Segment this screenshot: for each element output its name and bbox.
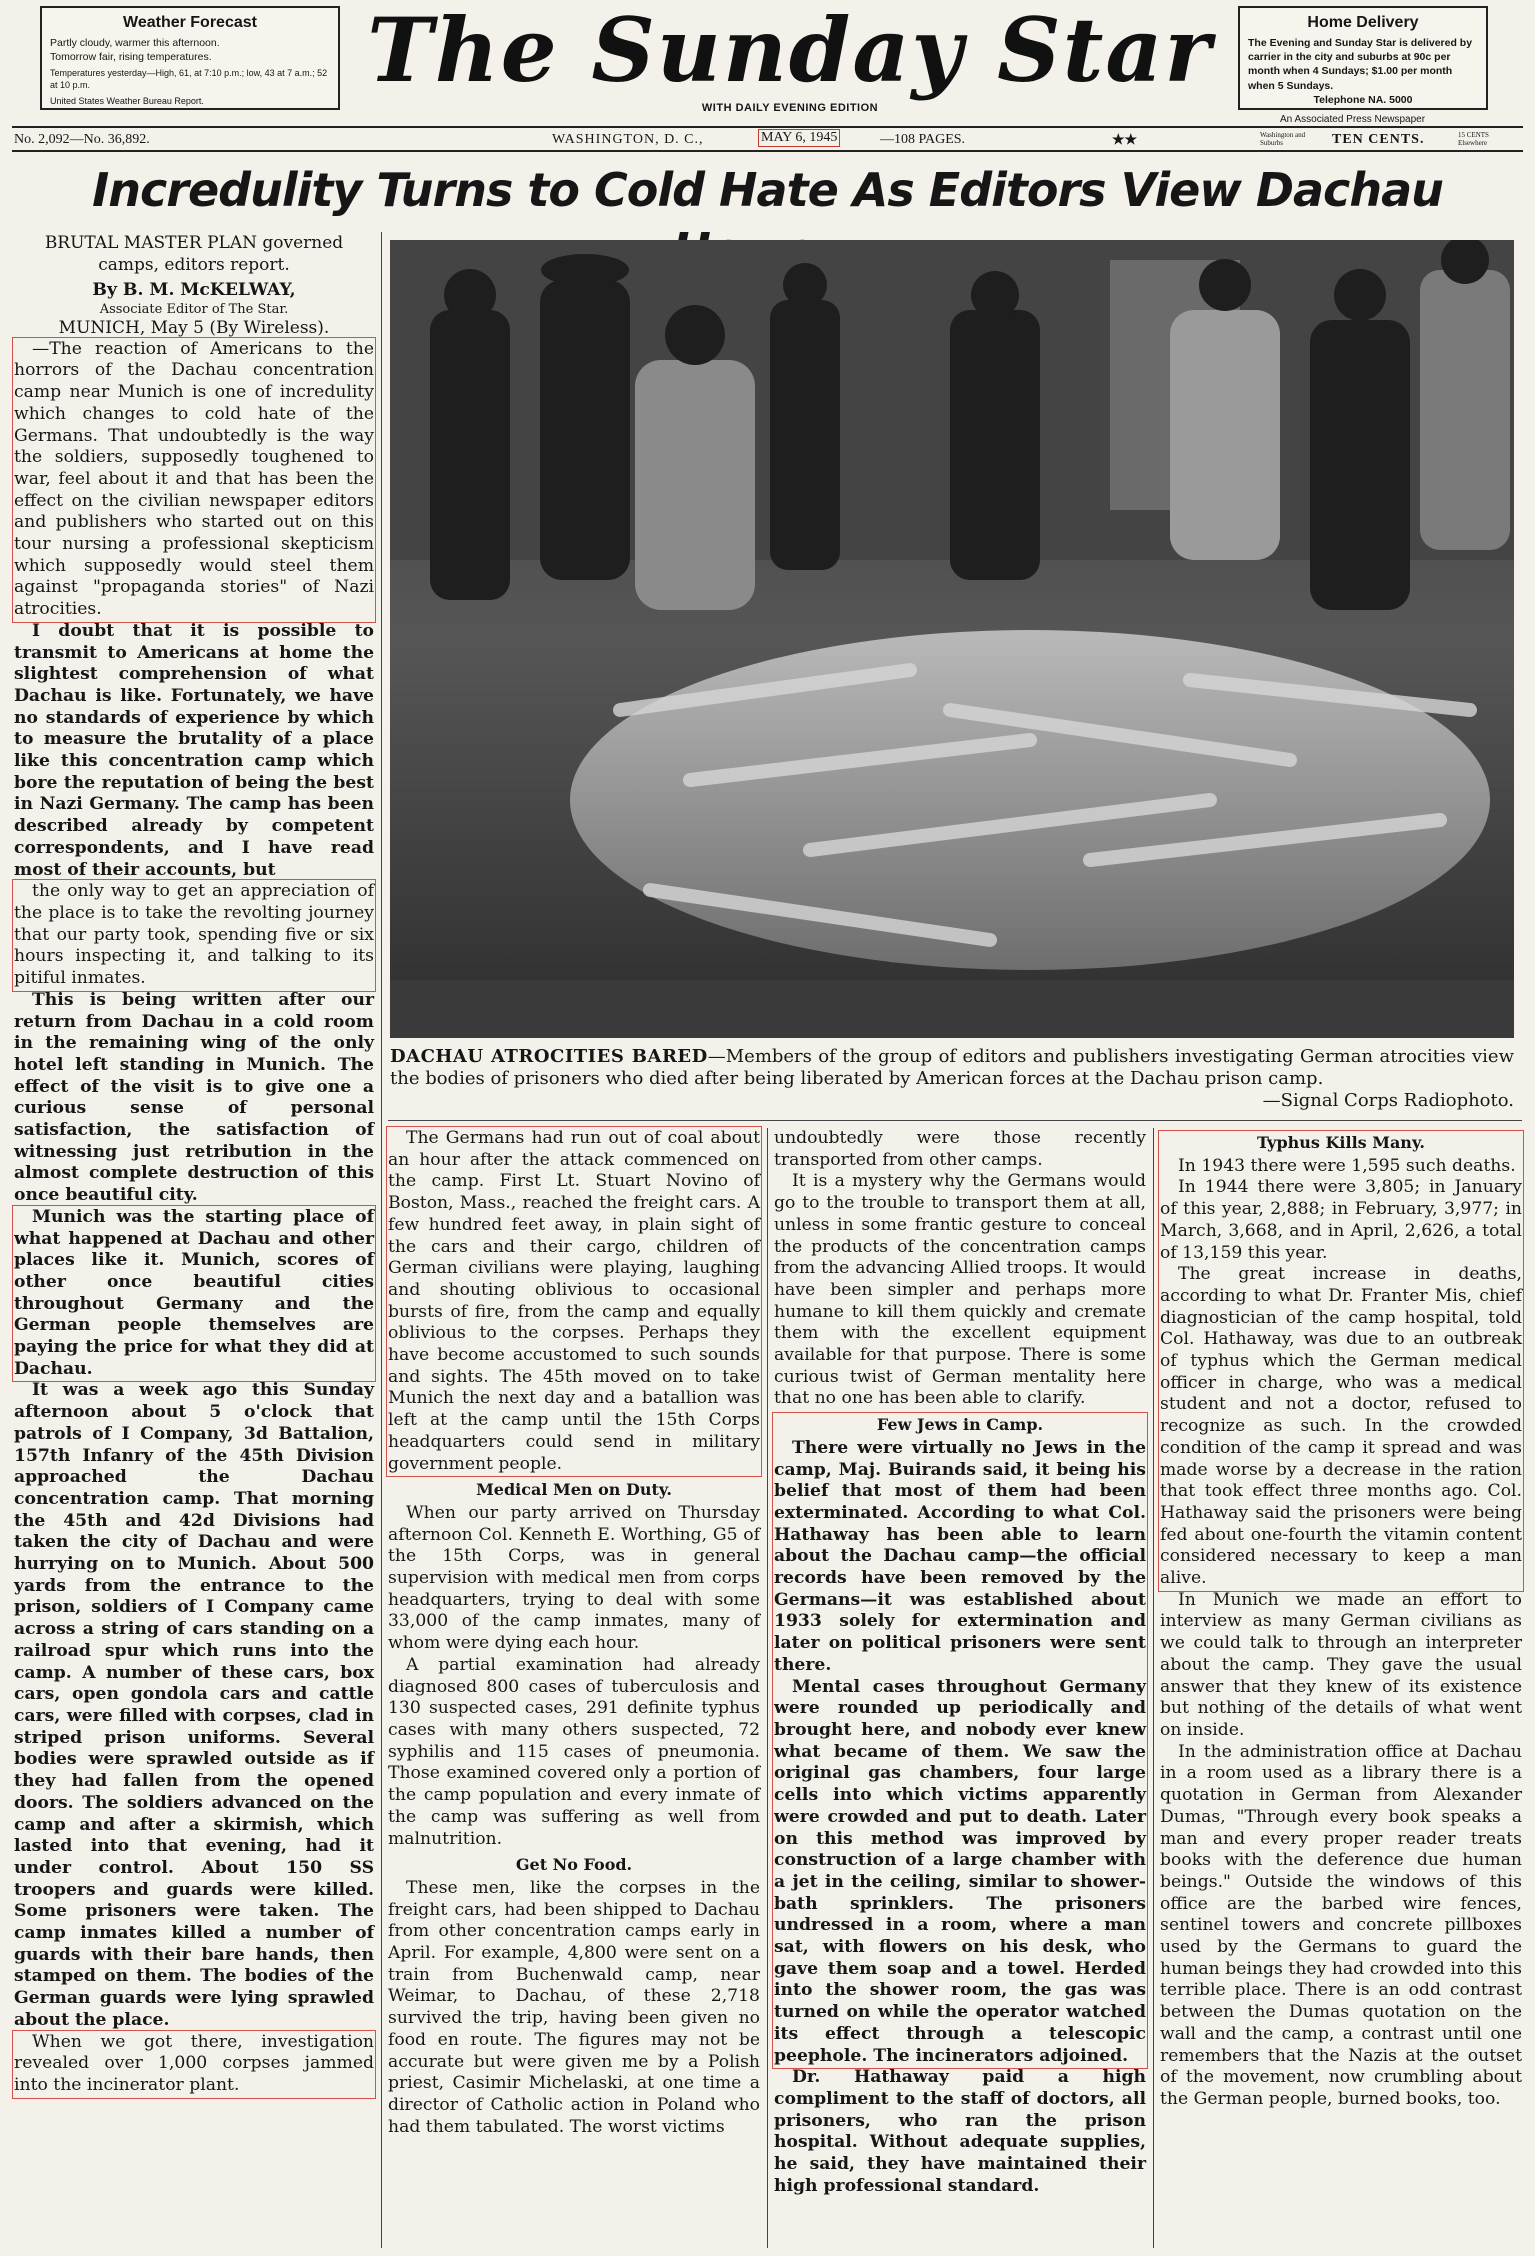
article-kicker: BRUTAL MASTER PLAN governed camps, editors report. — [44, 233, 344, 275]
ap-tag: An Associated Press Newspaper — [1280, 114, 1426, 125]
caption-text: —Members of the group of editors and publishers investigating German atrocities view the bodies of prisoners who died after being liberated by American forces at the Dachau prison camp. — [390, 1046, 1514, 1089]
paragraph: The great increase in deaths, according to what Dr. Franter Mis, chief diagnostician of the camp hospital, told Col. Hathaway, was due to an outbreak of typhus which the German medical officer in charge, who was a medical student and not a doctor, refused to recognize as such. In the crowded condition of the camp it spread and was made worse by a decrease in the ration that took effect three months ago. Col. Hathaway said the prisoners were being fed about one-fourth the vitamin content considered necessary to keep a man alive. — [1160, 1264, 1522, 1589]
weather-source: United States Weather Bureau Report. — [50, 95, 204, 106]
paragraph: In 1944 there were 3,805; in January of this year, 2,888; in February, 3,977; in March, 3,668, and in April, 2,626, a total of 13,159 this year. — [1160, 1177, 1522, 1263]
weather-temps: Temperatures yesterday—High, 61, at 7:10 p.m.; low, 43 at 7 a.m.; 52 at 10 p.m. — [50, 68, 328, 91]
typhus-section — [1160, 1132, 1522, 1590]
main-headline: Incredulity Turns to Cold Hate As Editors View Dachau — [92, 163, 1443, 217]
paragraph: Mental cases throughout Germany were rounded up periodically and brought here, and nobody ever knew what became of them. We saw the original gas chambers, four large cells into which victims apparently were crowded and put to death. Later on this method was improved by construction of a large chamber with a jet in the ceiling, similar to shower-bath sprinklers. The prisoners undressed in a room, where a man sat, with flowers on his desk, who gave them soap and a towel. Herded into the shower room, the gas was turned on while the operator watched its effect through a telescopic peephole. The incinerators adjoined. — [774, 1676, 1146, 2066]
price-area-label: Washington and Suburbs — [1260, 131, 1306, 147]
caption-head: DACHAU ATROCITIES BARED — [390, 1046, 708, 1067]
caption-rule — [388, 1120, 1522, 1121]
paragraph: The Germans had run out of coal about an hour after the attack commenced on the camp. First Lt. Stuart Novino of Boston, Mass., reached the freight cars. A few hundred feet away, in plain sight of the cars and their cargo, children of German civilians were playing, laughing and shouting oblivious to occasional bursts of fire, from the camp and equally oblivious to the corpses. Perhaps they have become accustomed to such sounds and sights. The 45th moved on to take Munich the next day and a batallion was left at the camp until the 15th Corps headquarters could send in military government people. — [388, 1128, 760, 1474]
delivery-text: The Evening and Sunday Star is delivered by carrier in the city and suburbs at 90c per month when 4 Sundays; $1.00 per month when 5 Sundays. — [1248, 37, 1473, 92]
newspaper-subtitle: WITH DAILY EVENING EDITION — [701, 102, 879, 114]
article-column-2 — [388, 1128, 760, 2138]
delivery-box — [1238, 6, 1488, 110]
weather-line-2: Tomorrow fair, rising temperatures. — [50, 51, 212, 64]
weather-line-1: Partly cloudy, warmer this afternoon. — [50, 37, 220, 49]
paragraph: —The reaction of Americans to the horrors of the Dachau concentration camp near Munich is one of incredulity which changes to cold hate of the Germans. That undoubtedly is the way the soldiers, supposedly toughened to war, feel about it and that has been the effect on the civilian newspaper editors and publishers who started out on this tour nursing a professional skepticism which supposedly would steel them against "propaganda stories" of Nazi atrocities. — [14, 338, 374, 620]
paragraph: Dr. Hathaway paid a high compliment to the staff of doctors, all prisoners, who ran the prison hospital. Without adequate supplies, he said, they have maintained their high professional standard. — [774, 2067, 1146, 2196]
paragraph: In the administration office at Dachau in a room used as a library there is a quotation in German from Alexander Dumas, "Through every book speaks a man and every proper reader treats books with the deference due human beings." Outside the windows of this office are the barbed wire fences, sentinel towers and concrete pillboxes used by the Germans to guard the human beings they had crowded into this terrible place. There is an odd contrast between the Dumas quotation on the wall and the camp, a contrast until one remembers that the Nazis at the outset of the movement, now crumbling about the German people, burned books, too. — [1160, 1741, 1522, 2109]
price: TEN CENTS. — [1332, 132, 1425, 147]
dateline-city: WASHINGTON, D. C., — [552, 132, 704, 147]
weather-box — [40, 6, 340, 110]
dateline-bar — [12, 126, 1523, 152]
paragraph: When our party arrived on Thursday afternoon Col. Kenneth E. Worthing, G5 of the 15th Corps, was in general supervision with medical men from corps headquarters, trying to deal with some 33,000 of the camp inmates, many of whom were dying each hour. — [388, 1502, 760, 1654]
article-byline: By B. M. McKELWAY, — [92, 280, 296, 300]
dachau-photo — [390, 240, 1514, 1038]
dateline-pages: —108 PAGES. — [880, 132, 966, 147]
byline-title: Associate Editor of The Star. — [99, 301, 289, 317]
delivery-title: Home Delivery — [1307, 14, 1419, 31]
subhead-typhus: Typhus Kills Many. — [1257, 1133, 1425, 1152]
masthead — [0, 0, 1535, 130]
column-rule — [381, 232, 382, 2248]
weather-title: Weather Forecast — [123, 14, 257, 31]
paragraph: In Munich we made an effort to interview as many German civilians as we could talk to through an interpreter about the camp. They gave the usual answer that they knew of its existence but nothing of the details of what went on inside. — [1160, 1589, 1522, 1740]
article-column-3 — [774, 1128, 1146, 2197]
paragraph: undoubtedly were those recently transported from other camps. — [774, 1128, 1146, 1170]
paragraph: Munich was the starting place of what happened at Dachau and other places like it. Munich, scores of other once beautiful cities throughout Germany and the German people themselves are paying the price for what they did at Dachau. — [14, 1206, 374, 1379]
paragraph: This is being written after our return from Dachau in a cold room in the remaining wing of the only hotel left standing in Munich. The effect of the visit is to give one a curious sense of personal satisfaction, the satisfaction of witnessing just retribution in the almost complete destruction of this once beautiful city. — [14, 989, 374, 1206]
dateline-date: MAY 6, 1945 — [758, 129, 840, 147]
paragraph: A partial examination had already diagnosed 800 cases of tuberculosis and 130 suspected cases, 291 definite typhus cases with many others suspected, 72 syphilis and 115 cases of pneumonia. Those examined covered only a portion of the camp population and every inmate of the camp was suffering as well from malnutrition. — [388, 1654, 760, 1849]
article-dateline: MUNICH, May 5 (By Wireless). — [58, 317, 330, 338]
price-elsewhere: 15 CENTS Elsewhere — [1458, 131, 1489, 147]
issue-number: No. 2,092—No. 36,892. — [14, 132, 150, 147]
paragraph: When we got there, investigation revealed over 1,000 corpses jammed into the incinerator plant. — [14, 2031, 374, 2095]
photo-illustration — [390, 240, 1514, 1038]
article-column-4 — [1160, 1128, 1522, 2111]
photo-caption — [390, 1046, 1514, 1112]
column-rule — [767, 1128, 768, 2248]
subhead-jews: Few Jews in Camp. — [876, 1415, 1044, 1435]
paragraph: There were virtually no Jews in the camp, Maj. Buirands said, it being his belief that most of them had been exterminated. According to what Col. Hathaway has been able to learn about the Dachau camp—the official records have been removed by the Germans—it was established about 1933 solely for extermination and later on political prisoners were sent there. — [774, 1437, 1146, 1675]
paragraph: It is a mystery why the Germans would go to the trouble to transport them at all, unless in some frantic gesture to conceal the products of the concentration camps from the advancing Allied troops. It would have been simpler and perhaps more humane to kill them quickly and cremate them with the excellent equipment available for that purpose. There is some curious twist of German mentality here that no one has been able to clarify. — [774, 1171, 1146, 1409]
subhead-food: Get No Food. — [515, 1855, 633, 1875]
article-column-1 — [14, 232, 374, 2097]
subhead-medical: Medical Men on Duty. — [476, 1480, 672, 1500]
paragraph: I doubt that it is possible to transmit to Americans at home the slightest comprehension of what Dachau is like. Fortunately, we have no standards of experience by which to measure the brutality of a place like this concentration camp which bore the reputation of being the best in Nazi Germany. The camp has been described already by competent correspondents, and I have read most of their accounts, but — [14, 620, 374, 880]
newspaper-title: The Sunday Star — [367, 0, 1213, 102]
few-jews-section — [774, 1414, 1146, 2067]
delivery-phone: Telephone NA. 5000 — [1313, 93, 1413, 106]
paragraph: the only way to get an appreciation of the place is to take the revolting journey that our party took, spending five or six hours inspecting it, and talking to its pitiful inmates. — [14, 881, 374, 989]
paragraph: In 1943 there were 1,595 such deaths. — [1178, 1155, 1516, 1176]
paragraph: It was a week ago this Sunday afternoon about 5 o'clock that patrols of I Company, 3d Battalion, 157th Infanry of the 45th Division approached the Dachau concentration camp. That morning the 45th and 42d Divisions had taken the city of Dachau and were hurrying on to Munich. About 500 yards from the entrance to the prison, soldiers of I Company came across a string of cars standing on a railroad spur which runs into the camp. A number of these cars, box cars, open gondola cars and cattle cars, were filled with corpses, clad in striped prison uniforms. Several bodies were sprawled outside as if they had fallen from the opened doors. The soldiers advanced on the camp and after a skirmish, which lasted into that evening, had it under control. About 150 SS troopers and guards were killed. Some prisoners were taken. The camp inmates killed a number of guards with their bare hands, then stamped on them. The bodies of the German guards were lying sprawled about the place. — [14, 1380, 374, 2030]
column-rule — [1153, 1128, 1154, 2248]
edition-stars: ★★ — [1112, 133, 1138, 148]
photo-credit: —Signal Corps Radiophoto. — [1262, 1090, 1514, 1111]
paragraph: These men, like the corpses in the freight cars, had been shipped to Dachau from other concentration camps early in April. For example, 4,800 were sent on a train from Buchenwald camp, near Weimar, to Dachau, of these 2,718 survived the trip, having been given no food en route. The figures may not be accurate but were given me by a Polish priest, Casimir Michelaski, at one time a director of Catholic action in Poland who had them tabulated. The worst victims — [388, 1877, 760, 2137]
